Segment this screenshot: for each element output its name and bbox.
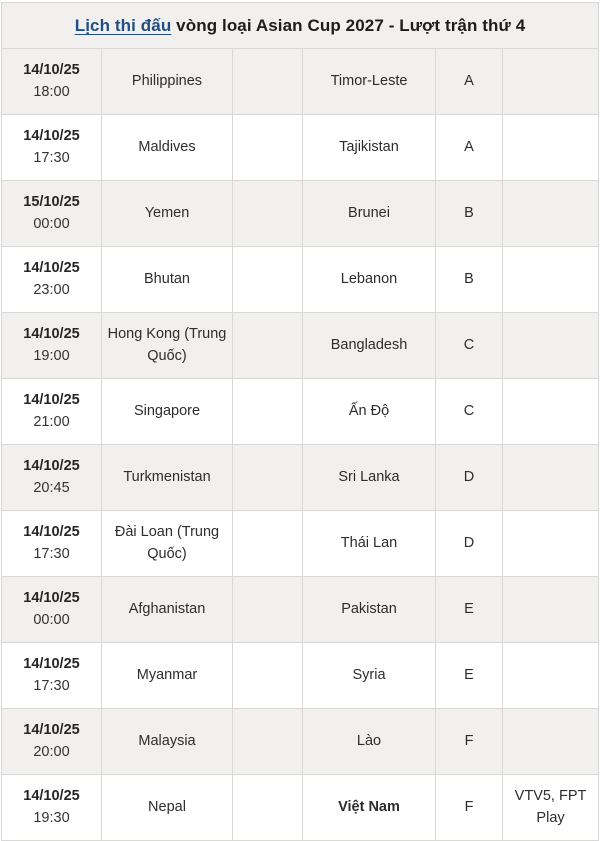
away-team-cell: Lào: [303, 709, 436, 775]
score-cell: [233, 379, 303, 445]
group-cell: D: [436, 511, 503, 577]
match-datetime-cell: [2, 247, 102, 313]
broadcast-cell: [503, 247, 599, 313]
match-datetime-cell: [2, 115, 102, 181]
group-cell: C: [436, 379, 503, 445]
home-team-cell: Bhutan: [102, 247, 233, 313]
broadcast-cell: [503, 643, 599, 709]
match-date: 14/10/25: [23, 326, 80, 342]
broadcast-cell: [503, 379, 599, 445]
score-cell: [233, 49, 303, 115]
away-team-cell: Syria: [303, 643, 436, 709]
table-row: [2, 775, 599, 841]
match-time: 17:30: [33, 150, 70, 167]
home-team-cell: Malaysia: [102, 709, 233, 775]
schedule-title: [2, 3, 599, 49]
match-date: 14/10/25: [23, 62, 80, 78]
score-cell: [233, 709, 303, 775]
match-date: 14/10/25: [23, 128, 80, 144]
match-datetime-cell: [2, 181, 102, 247]
match-datetime-cell: [2, 511, 102, 577]
broadcast-cell: [503, 181, 599, 247]
table-row: [2, 577, 599, 643]
home-team-cell: Yemen: [102, 181, 233, 247]
away-team-cell: Thái Lan: [303, 511, 436, 577]
table-row: [2, 181, 599, 247]
table-row: [2, 511, 599, 577]
score-cell: [233, 247, 303, 313]
match-time: 23:00: [33, 282, 70, 299]
broadcast-cell: [503, 445, 599, 511]
away-team-cell: Việt Nam: [303, 775, 436, 841]
match-date: 14/10/25: [23, 656, 80, 672]
group-cell: F: [436, 709, 503, 775]
away-team-cell: Bangladesh: [303, 313, 436, 379]
match-datetime-cell: [2, 379, 102, 445]
match-date: 14/10/25: [23, 392, 80, 408]
schedule-body: [2, 3, 599, 841]
group-cell: F: [436, 775, 503, 841]
match-datetime-cell: [2, 49, 102, 115]
match-date: 14/10/25: [23, 458, 80, 474]
match-datetime-cell: [2, 643, 102, 709]
home-team-cell: Turkmenistan: [102, 445, 233, 511]
broadcast-cell: [503, 511, 599, 577]
table-row: [2, 445, 599, 511]
away-team-cell: Tajikistan: [303, 115, 436, 181]
match-date: 15/10/25: [23, 194, 80, 210]
table-row: [2, 115, 599, 181]
away-team-cell: Timor-Leste: [303, 49, 436, 115]
home-team-cell: Đài Loan (Trung Quốc): [102, 511, 233, 577]
group-cell: A: [436, 115, 503, 181]
home-team-cell: Afghanistan: [102, 577, 233, 643]
away-team-cell: Pakistan: [303, 577, 436, 643]
broadcast-cell: [503, 577, 599, 643]
match-schedule-table: [1, 2, 599, 841]
schedule-link[interactable]: Lịch thi đấu: [74, 15, 172, 35]
title-text: vòng loại Asian Cup 2027 - Lượt trận thứ 4: [171, 15, 526, 35]
match-datetime-cell: [2, 775, 102, 841]
group-cell: D: [436, 445, 503, 511]
score-cell: [233, 313, 303, 379]
home-team-cell: Hong Kong (Trung Quốc): [102, 313, 233, 379]
score-cell: [233, 445, 303, 511]
home-team-cell: Maldives: [102, 115, 233, 181]
score-cell: [233, 181, 303, 247]
match-date: 14/10/25: [23, 524, 80, 540]
group-cell: E: [436, 643, 503, 709]
table-row: [2, 49, 599, 115]
group-cell: C: [436, 313, 503, 379]
match-time: 17:30: [33, 546, 70, 563]
home-team-cell: Myanmar: [102, 643, 233, 709]
match-datetime-cell: [2, 577, 102, 643]
score-cell: [233, 577, 303, 643]
table-row: [2, 247, 599, 313]
match-date: 14/10/25: [23, 260, 80, 276]
score-cell: [233, 643, 303, 709]
home-team-cell: Nepal: [102, 775, 233, 841]
broadcast-cell: [503, 49, 599, 115]
match-time: 18:00: [33, 84, 70, 101]
score-cell: [233, 511, 303, 577]
home-team-cell: Philippines: [102, 49, 233, 115]
match-time: 00:00: [33, 216, 70, 233]
match-time: 00:00: [33, 612, 70, 629]
group-cell: E: [436, 577, 503, 643]
home-team-cell: Singapore: [102, 379, 233, 445]
table-row: [2, 643, 599, 709]
match-datetime-cell: [2, 445, 102, 511]
broadcast-cell: [503, 313, 599, 379]
match-time: 21:00: [33, 414, 70, 431]
group-cell: A: [436, 49, 503, 115]
score-cell: [233, 775, 303, 841]
away-team-cell: Sri Lanka: [303, 445, 436, 511]
match-time: 20:45: [33, 480, 70, 497]
table-row: [2, 313, 599, 379]
score-cell: [233, 115, 303, 181]
table-row: [2, 379, 599, 445]
group-cell: B: [436, 181, 503, 247]
match-time: 20:00: [33, 744, 70, 761]
group-cell: B: [436, 247, 503, 313]
match-time: 19:00: [33, 348, 70, 365]
match-date: 14/10/25: [23, 788, 80, 804]
match-time: 17:30: [33, 678, 70, 695]
match-time: 19:30: [33, 810, 70, 827]
match-datetime-cell: [2, 313, 102, 379]
broadcast-cell: VTV5, FPT Play: [503, 775, 599, 841]
broadcast-cell: [503, 709, 599, 775]
away-team-cell: Brunei: [303, 181, 436, 247]
match-date: 14/10/25: [23, 590, 80, 606]
match-date: 14/10/25: [23, 722, 80, 738]
away-team-cell: Lebanon: [303, 247, 436, 313]
match-datetime-cell: [2, 709, 102, 775]
table-row: [2, 709, 599, 775]
away-team-cell: Ấn Độ: [303, 379, 436, 445]
broadcast-cell: [503, 115, 599, 181]
table-title-row: [2, 3, 599, 49]
